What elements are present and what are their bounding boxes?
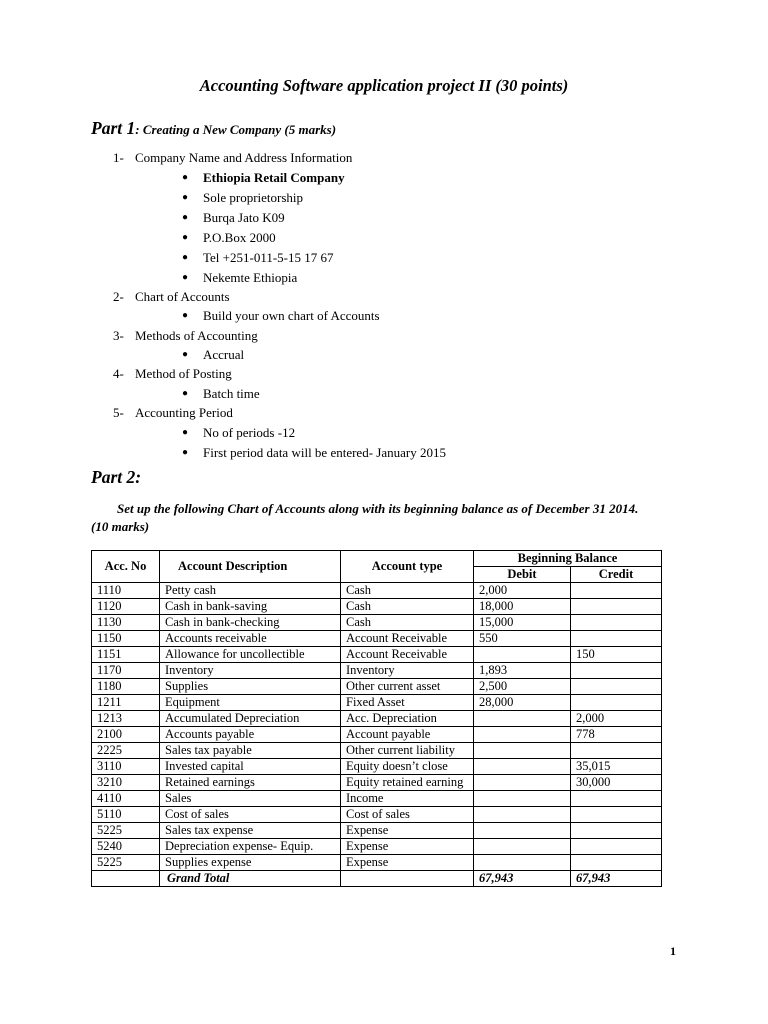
item-number: 3- [113, 328, 124, 343]
cell-debit [474, 711, 571, 727]
cell-credit [571, 615, 662, 631]
cell-credit: 35,015 [571, 759, 662, 775]
cell-debit: 2,000 [474, 583, 571, 599]
table-row [92, 791, 662, 807]
cell-description: Sales tax payable [160, 743, 341, 759]
cell-account-type: Expense [341, 823, 474, 839]
table-row [92, 759, 662, 775]
item-number: 2- [113, 289, 124, 304]
cell-description: Supplies [160, 679, 341, 695]
bullet-icon: ● [182, 232, 189, 243]
part1-label: Part 1 [91, 118, 136, 138]
cell-credit [571, 583, 662, 599]
bullet-text: Accrual [203, 347, 245, 362]
chart-of-accounts-table [91, 550, 662, 887]
cell-description: Equipment [160, 695, 341, 711]
cell-credit [571, 839, 662, 855]
cell-debit: 1,893 [474, 663, 571, 679]
instructions-line1: Set up the following Chart of Accounts along with its beginning balance as of December 31 2014. [117, 501, 639, 516]
table-row [92, 679, 662, 695]
cell-credit: 2,000 [571, 711, 662, 727]
cell-debit [474, 839, 571, 855]
table-row [92, 775, 662, 791]
header-acc-no: Acc. No [92, 551, 160, 583]
cell-account-type: Fixed Asset [341, 695, 474, 711]
cell-account-type: Other current liability [341, 743, 474, 759]
cell-description: Allowance for uncollectible [160, 647, 341, 663]
item-text: Chart of Accounts [135, 289, 230, 304]
total-empty-cell [92, 871, 160, 887]
cell-acc-no: 1170 [92, 663, 160, 679]
document-title: Accounting Software application project II (30 points) [199, 76, 569, 95]
bullet-icon: ● [182, 252, 189, 263]
cell-account-type: Cash [341, 615, 474, 631]
table-row [92, 711, 662, 727]
cell-debit [474, 759, 571, 775]
cell-credit [571, 791, 662, 807]
cell-acc-no: 5240 [92, 839, 160, 855]
table-row [92, 807, 662, 823]
cell-debit [474, 775, 571, 791]
bullet-icon: ● [182, 349, 189, 360]
header-account-type: Account type [341, 551, 474, 583]
cell-acc-no: 5225 [92, 855, 160, 871]
cell-credit [571, 743, 662, 759]
cell-description: Sales [160, 791, 341, 807]
cell-description: Accounts receivable [160, 631, 341, 647]
cell-account-type: Expense [341, 839, 474, 855]
part2-heading [91, 463, 141, 490]
bullet-text: No of periods -12 [203, 425, 296, 440]
bullet-icon: ● [182, 272, 189, 283]
company-name: Ethiopia Retail Company [203, 170, 345, 185]
bullet-text: P.O.Box 2000 [203, 230, 276, 245]
cell-debit [474, 807, 571, 823]
header-credit: Credit [571, 567, 662, 583]
instructions-line2: (10 marks) [91, 519, 150, 534]
bullet-text: Burqa Jato K09 [203, 210, 285, 225]
cell-debit: 15,000 [474, 615, 571, 631]
cell-description: Petty cash [160, 583, 341, 599]
cell-acc-no: 1130 [92, 615, 160, 631]
cell-acc-no: 1213 [92, 711, 160, 727]
header-description: Account Description [160, 551, 341, 583]
cell-account-type: Expense [341, 855, 474, 871]
part1-heading [91, 114, 336, 141]
table-row [92, 583, 662, 599]
cell-description: Sales tax expense [160, 823, 341, 839]
cell-acc-no: 2225 [92, 743, 160, 759]
table-row [92, 695, 662, 711]
cell-description: Cost of sales [160, 807, 341, 823]
total-debit: 67,943 [474, 871, 571, 887]
cell-account-type: Cash [341, 583, 474, 599]
item-number: 5- [113, 405, 124, 420]
table-row [92, 631, 662, 647]
cell-account-type: Income [341, 791, 474, 807]
cell-debit: 2,500 [474, 679, 571, 695]
bullet-icon: ● [182, 172, 189, 183]
table-row [92, 615, 662, 631]
cell-acc-no: 3110 [92, 759, 160, 775]
bullet-text: Sole proprietorship [203, 190, 304, 205]
cell-acc-no: 1150 [92, 631, 160, 647]
cell-account-type: Account Receivable [341, 647, 474, 663]
bullet-text: First period data will be entered- January 2015 [203, 445, 446, 460]
table-row [92, 839, 662, 855]
item-number: 1- [113, 150, 124, 165]
cell-account-type: Account payable [341, 727, 474, 743]
cell-description: Cash in bank-checking [160, 615, 341, 631]
item-text: Company Name and Address Information [135, 150, 353, 165]
cell-account-type: Acc. Depreciation [341, 711, 474, 727]
table-row [92, 823, 662, 839]
grand-total-label: Grand Total [160, 871, 341, 887]
table-row [92, 855, 662, 871]
cell-account-type: Cost of sales [341, 807, 474, 823]
table-row [92, 743, 662, 759]
part2-colon: : [135, 467, 142, 487]
cell-debit: 18,000 [474, 599, 571, 615]
cell-debit: 28,000 [474, 695, 571, 711]
part1-subtitle: : Creating a New Company (5 marks) [135, 122, 337, 137]
bullet-icon: ● [182, 192, 189, 203]
cell-credit [571, 855, 662, 871]
total-empty-cell [341, 871, 474, 887]
bullet-text: Nekemte Ethiopia [203, 270, 298, 285]
cell-account-type: Equity doesn’t close [341, 759, 474, 775]
page-number: 1 [670, 944, 676, 958]
bullet-icon: ● [182, 212, 189, 223]
cell-credit [571, 663, 662, 679]
table-body [92, 583, 662, 871]
cell-account-type: Account Receivable [341, 631, 474, 647]
bullet-icon: ● [182, 310, 189, 321]
cell-description: Inventory [160, 663, 341, 679]
cell-debit [474, 791, 571, 807]
cell-acc-no: 1211 [92, 695, 160, 711]
cell-acc-no: 1120 [92, 599, 160, 615]
cell-debit [474, 855, 571, 871]
bullet-text: Batch time [203, 386, 260, 401]
table-row [92, 647, 662, 663]
grand-total-row [92, 871, 662, 887]
cell-acc-no: 1110 [92, 583, 160, 599]
cell-description: Depreciation expense- Equip. [160, 839, 341, 855]
table-row [92, 727, 662, 743]
bullet-icon: ● [182, 447, 189, 458]
cell-credit [571, 695, 662, 711]
cell-account-type: Other current asset [341, 679, 474, 695]
cell-account-type: Inventory [341, 663, 474, 679]
bullet-text: Tel +251-011-5-15 17 67 [203, 250, 334, 265]
cell-debit: 550 [474, 631, 571, 647]
header-beginning-balance: Beginning Balance [474, 551, 662, 567]
cell-credit: 778 [571, 727, 662, 743]
cell-description: Supplies expense [160, 855, 341, 871]
cell-credit [571, 679, 662, 695]
cell-acc-no: 5110 [92, 807, 160, 823]
table-row [92, 599, 662, 615]
cell-credit: 30,000 [571, 775, 662, 791]
bullet-text: Build your own chart of Accounts [203, 308, 380, 323]
cell-acc-no: 3210 [92, 775, 160, 791]
cell-debit [474, 743, 571, 759]
cell-credit: 150 [571, 647, 662, 663]
cell-credit [571, 599, 662, 615]
cell-account-type: Cash [341, 599, 474, 615]
cell-credit [571, 631, 662, 647]
bullet-icon: ● [182, 388, 189, 399]
cell-description: Invested capital [160, 759, 341, 775]
bullet-icon: ● [182, 427, 189, 438]
item-text: Method of Posting [135, 366, 232, 381]
item-text: Accounting Period [135, 405, 233, 420]
header-debit: Debit [474, 567, 571, 583]
table-row [92, 663, 662, 679]
part2-label: Part 2 [91, 467, 136, 487]
cell-description: Retained earnings [160, 775, 341, 791]
cell-description: Cash in bank-saving [160, 599, 341, 615]
cell-credit [571, 807, 662, 823]
part2-instructions [91, 500, 691, 536]
cell-credit [571, 823, 662, 839]
cell-debit [474, 823, 571, 839]
total-credit: 67,943 [571, 871, 662, 887]
cell-acc-no: 4110 [92, 791, 160, 807]
cell-acc-no: 5225 [92, 823, 160, 839]
cell-debit [474, 647, 571, 663]
item-number: 4- [113, 366, 124, 381]
item-text: Methods of Accounting [135, 328, 258, 343]
cell-description: Accounts payable [160, 727, 341, 743]
cell-acc-no: 1151 [92, 647, 160, 663]
cell-description: Accumulated Depreciation [160, 711, 341, 727]
cell-acc-no: 1180 [92, 679, 160, 695]
cell-debit [474, 727, 571, 743]
cell-account-type: Equity retained earning [341, 775, 474, 791]
cell-acc-no: 2100 [92, 727, 160, 743]
